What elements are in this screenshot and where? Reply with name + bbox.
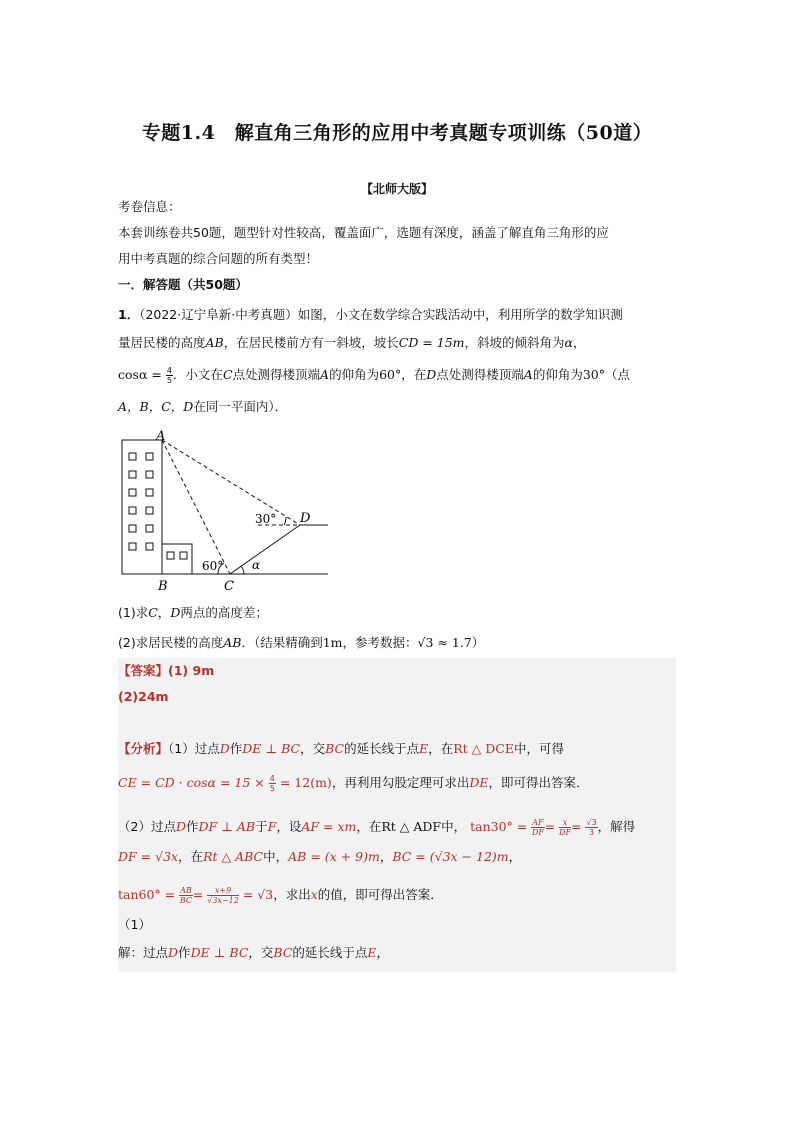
label-d: D: [300, 511, 311, 526]
label-angle-30: 30°: [255, 512, 277, 526]
label-a: A: [156, 429, 166, 444]
angle-arc-alpha: [241, 566, 244, 574]
building-outline: [122, 440, 162, 574]
intro-line-2: 用中考真题的综合问题的所有类型！: [118, 251, 319, 266]
slope-line: [230, 525, 300, 574]
info-label: 考卷信息：: [118, 199, 181, 214]
solution-part-1: （1）: [118, 917, 151, 932]
sight-line-ad: [162, 440, 300, 525]
part-1: (1)求C，D两点的高度差；: [118, 605, 268, 620]
answer-2: (2)24m: [118, 689, 169, 704]
analysis-line-3: （2）过点D作DF ⊥ AB于F，设AF = xm，在Rt △ ADF中， tan30° = $\frac{AF}{DF}$ = $\frac{x}{DF}$ = $\frac{√3}{3}$ ，解得: [118, 818, 636, 837]
label-angle-alpha: α: [252, 558, 261, 572]
question-1-line-2: 量居民楼的高度AB，在居民楼前方有一斜坡，坡长CD = 15m，斜坡的倾斜角为α，: [118, 335, 586, 350]
section-heading: 一．解答题（共50题）: [118, 277, 248, 292]
answer-line-1: [118, 662, 214, 680]
label-c: C: [224, 579, 234, 594]
analysis-line-2: CE = CD · cosα = 15 × $\frac{4}{5}$ = 12(m)，再利用勾股定理可求出DE，即可得出答案．: [118, 774, 589, 793]
intro-line-1: 本套训练卷共50题，题型针对性较高，覆盖面广，选题有深度，涵盖了解直角三角形的应: [118, 225, 609, 240]
question-number: 1．: [118, 307, 140, 322]
answer-1: (1) 9m: [168, 663, 215, 678]
label-b: B: [158, 579, 168, 594]
geometry-figure: [118, 426, 332, 596]
analysis-line-1: 【分析】（1）过点D作DE ⊥ BC，交BC的延长线于点E，在Rt △ DCE中，可得: [118, 741, 564, 756]
part-2: (2)求居民楼的高度AB．（结果精确到1m，参考数据：√3 ≈ 1.7）: [118, 635, 485, 650]
answer-label: 【答案】: [118, 663, 169, 678]
question-source: （2022·辽宁阜新·中考真题）: [139, 307, 298, 322]
sight-line-ac: [162, 440, 230, 574]
question-1-line-3: cosα = $\frac{4}{5}$ ．小文在C点处测得楼顶端A的仰角为60°，在D点处测得楼顶端A的仰角为30°（点: [118, 366, 631, 385]
question-1-line-1: 1．（2022·辽宁阜新·中考真题）如图，小文在数学综合实践活动中，利用所学的数学知识测: [118, 307, 623, 322]
angle-arc-30: [284, 517, 286, 525]
fraction-4-5: $\frac{4}{5}$: [166, 366, 172, 385]
analysis-line-5: tan60° = $\frac{AB}{BC}$ = $\frac{x+9}{√3x-12}$ = √3，求出x的值，即可得出答案．: [118, 886, 443, 905]
page-title: 专题1.4 解直角三角形的应用中考真题专项训练（50道）: [141, 122, 653, 144]
answer-box: [118, 658, 676, 972]
solution-line-1: 解：过点D作DE ⊥ BC，交BC的延长线于点E，: [118, 945, 390, 960]
label-angle-60: 60°: [202, 559, 224, 573]
analysis-label: 【分析】: [118, 741, 169, 756]
analysis-line-4: DF = √3x，在Rt △ ABC中，AB = (x + 9)m，BC = (√3x − 12)m，: [118, 849, 522, 864]
edition-label: 【北师大版】: [360, 182, 433, 196]
question-1-line-4: A，B，C，D在同一平面内）．: [118, 399, 288, 414]
